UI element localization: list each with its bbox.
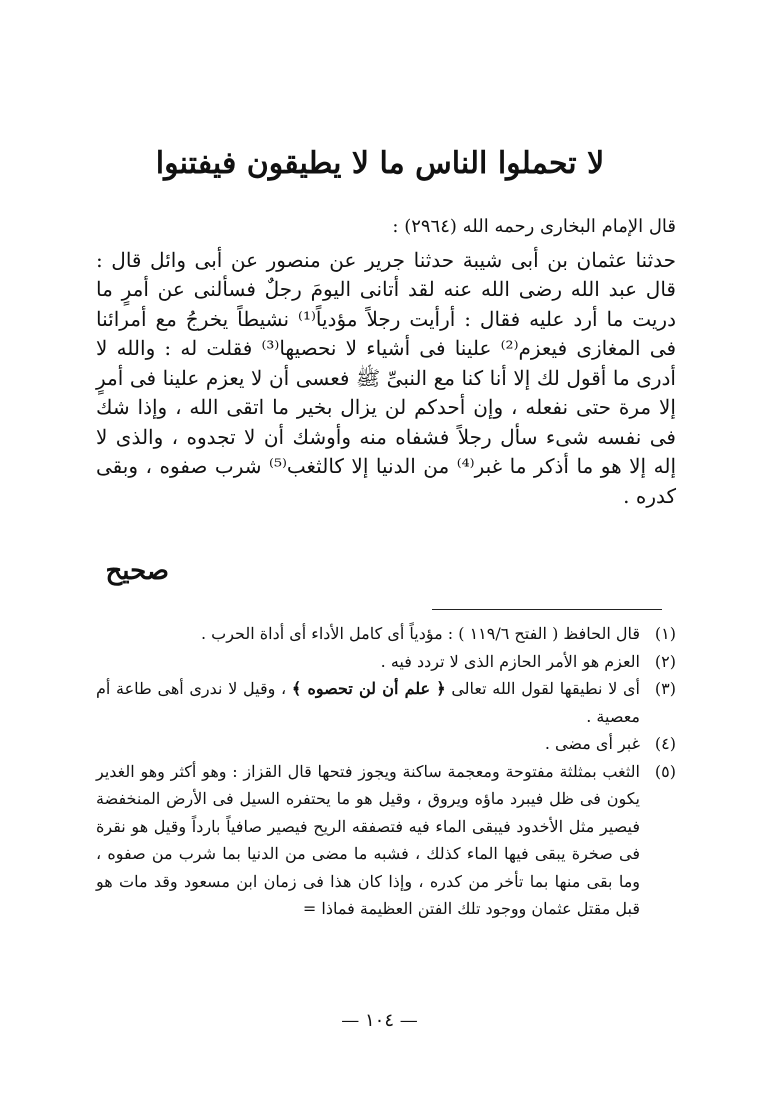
footnote-item [96,620,676,648]
footnote-number: (١) [654,624,676,643]
footnote-item [96,730,676,758]
body-text [96,212,676,511]
footnote-text: غبر أى مضى . [544,734,640,753]
authenticity-verdict: صحيح [105,556,169,586]
footnote-number: (٥) [654,761,676,781]
footnote-number: (٣) [654,679,676,698]
footnote-text-before: أى لا نطيقها لقول الله تعالى [451,679,640,698]
page-number: — ١٠٤ — [341,1010,418,1031]
footnote-text [96,675,640,730]
page-title: لا تحملوا الناس ما لا يطيقون فيفتنوا [155,146,605,181]
footnote-text: الثغب بمثلثة مفتوحة ومعجمة ساكنة ويجوز فتحها قال القزاز : وهو أكثر وهو الغدير يكون فى ظل فيبرد ماؤه ويروق ، وقيل هو ما يحتفره السيل فى الأرض المنخفضة فيصير مثل الأخدود فيبقى الماء فيه فتصفقه الريح فيصير صافياً بارداً وقيل هو نقرة فى صخرة يبقى فيها الماء كذلك ، فشبه ما مضى من الدنيا بما شرب من صفوه ، وما بقى منها بما تأخر من كدره ، وإذا كان هذا فى زمان ابن مسعود وقد مات هو قبل مقتل عثمان ووجود تلك الفتن العظيمة فماذا = [96,761,640,918]
footnote-text: قال الحافظ ( الفتح ١١٩/٦ ) : مؤدياً أى كامل الأداء أى أداة الحرب . [200,624,640,643]
footnote-text: العزم هو الأمر الحازم الذى لا تردد فيه . [380,651,640,671]
footnote-number: (٤) [654,734,676,753]
footnote-number: (٢) [654,651,676,671]
quran-verse: ﴿ علم أن لن تحصوه ﴾ [291,679,446,698]
footnote-text-after: ، وقيل لا ندرى أهى طاعة أم معصية . [96,679,640,726]
footnotes [96,620,676,923]
footnote-item [96,648,676,676]
footnote-item [96,758,676,923]
footnote-divider [432,609,662,610]
hadith-intro: قال الإمام البخارى رحمه الله (٢٩٦٤) : [392,216,676,237]
hadith-text: حدثنا عثمان بن أبى شيبة حدثنا جرير عن منصور عن أبى وائل قال : قال عبد الله رضى الله عنه لقد أتانى اليومَ رجلٌ فسألنى عن أمرٍ ما دريت ما أرد عليه فقال : أرأيت رجلاً مؤدياً⁽¹⁾ نشيطاً يخرجُ مع أمرائنا فى المغازى فيعزم⁽²⁾ علينا فى أشياء لا نحصيها⁽³⁾ فقلت له : والله لا أدرى ما أقول لك إلا أنا كنا مع النبىِّ ﷺ فعسى أن لا يعزم علينا فى أمرٍ إلا مرة حتى نفعله ، وإن أحدكم لن يزال بخير ما اتقى الله ، وإذا شك فى نفسه شىء سأل رجلاً فشفاه منه وأوشك أن لا تجدوه ، والذى لا إله إلا هو ما أذكر ما غبر⁽⁴⁾ من الدنيا إلا كالثغب⁽⁵⁾ شرب صفوه ، وبقى كدره . [96,247,677,508]
footnote-item [96,675,676,730]
